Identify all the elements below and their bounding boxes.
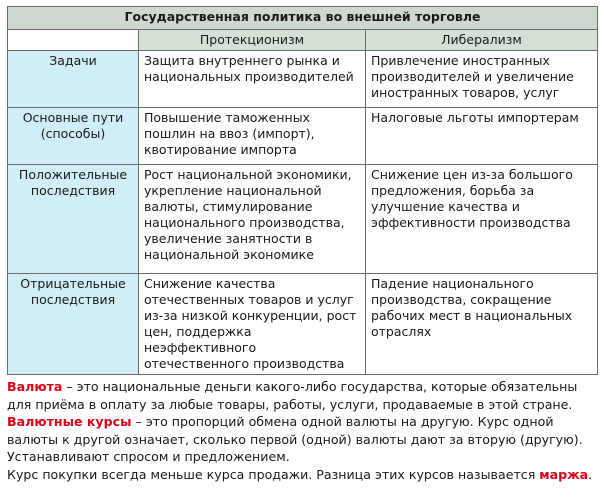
table-row [8,51,598,108]
header-corner [8,30,139,51]
cell-protectionism: Рост национальной экономики, укрепление национальной валюты, стимулирование национального производства, увеличение занятности в национальной экономике [139,165,366,274]
rates-text: – это пропорций обмена одной валюты на другую. Курс одной валюты к другой означает, сколько первой (одной) валюты дают за вторую (другую). Устанавливают спросом и предложением. [7,414,583,465]
document-page [7,6,597,484]
table-row [8,165,598,274]
margin-end: . [588,466,593,482]
definitions-notes [7,378,597,484]
cell-protectionism: Защита внутреннего рынка и национальных производителей [139,51,366,108]
header-liberalism: Либерализм [366,30,598,51]
row-label-tasks: Задачи [8,51,139,108]
margin-definition [7,466,597,484]
table-row [8,274,598,375]
rates-term: Валютные курсы [7,414,132,430]
cell-liberalism: Налоговые льготы импортерам [366,108,598,165]
cell-liberalism: Привлечение иностранных производителей и увеличение иностранных товаров, услуг [366,51,598,108]
header-protectionism: Протекционизм [139,30,366,51]
cell-liberalism: Падение национального производства, сокращение рабочих мест в национальных отраслях [366,274,598,375]
currency-term: Валюта [7,379,63,394]
margin-term: маржа [539,466,589,482]
table-title: Государственная политика во внешней торговле [8,7,598,30]
table-row [8,108,598,165]
row-label-negative: Отрицательные последствия [8,274,139,375]
table-title-row [8,7,598,30]
margin-text: Курс покупки всегда меньше курса продажи. Разница этих курсов называется [7,466,540,482]
row-label-methods: Основные пути (способы) [8,108,139,165]
currency-text: – это национальные деньги какого-либо государства, которые обязательны для приёма в оплату за любые товары, работы, услуги, продаваемые в этой стране. [7,379,578,412]
table-header-row [8,30,598,51]
trade-policy-table [7,6,598,375]
row-label-positive: Положительные последствия [8,165,139,274]
currency-definition [7,378,597,413]
rates-definition [7,413,597,466]
cell-protectionism: Снижение качества отечественных товаров и услуг из-за низкой конкуренции, рост цен, поддержка неэффективного отечественного производства [139,274,366,375]
cell-liberalism: Снижение цен из-за большого предложения, борьба за улучшение качества и эффективности производства [366,165,598,274]
cell-protectionism: Повышение таможенных пошлин на ввоз (импорт), квотирование импорта [139,108,366,165]
